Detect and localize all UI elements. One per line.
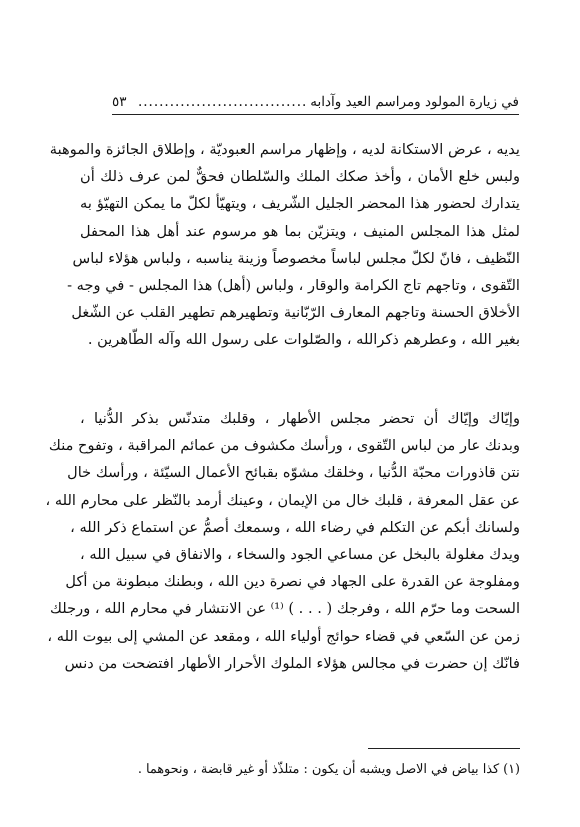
text-line: ولبس خلع الأمان ، وأخذ صكك الملك والسّلطان فحقٌّ لمن عرف ذلك أن bbox=[80, 168, 520, 186]
text-line: زمن عن السّعي في قضاء حوائج أولياء الله ، ومقعد عن المشي إلى بيوت الله ، bbox=[47, 627, 520, 645]
text-line: السحت وما حرّم الله ، وفرجك ( . . . ) ⁽¹⁾ عن الانتشار في محارم الله ، ورجلك bbox=[50, 600, 520, 618]
paragraph-1 bbox=[49, 136, 520, 354]
text-line: ويدك مغلولة بالبخل عن مساعي الجود والسخاء ، والانفاق في سبيل الله ، bbox=[80, 545, 520, 563]
text-line: النّظيف ، فانّ لكلّ مجلس لباساً مخصوصاً وزينة يناسبه ، ولباس هؤلاء لباس bbox=[72, 249, 520, 267]
text-line: فانّك إن حضرت في مجالس هؤلاء الملوك الأحرار الأطهار افتضحت من دنس bbox=[64, 654, 520, 672]
text-line: وإيّاك وإيّاك أن تحضر مجلس الأطهار ، وقلبك متدنّس بذكر الدُّنيا ، bbox=[80, 410, 520, 427]
text-line: يتدارك لحضور هذا المحضر الجليل الشّريف ، ويتهيّأ لكلّ ما يمكن التهيّؤ به bbox=[80, 195, 520, 213]
header-rule bbox=[112, 114, 519, 115]
header-leader-dots: ................................ bbox=[137, 94, 308, 110]
text-line: بغير الله ، وعطرهم ذكرالله ، والصّلوات على رسول الله وآله الطّاهرين . bbox=[87, 331, 520, 349]
text-line: التّقوى ، وتاجهم تاج الكرامة والوقار ، ولباس (أهل) هذا المجلس - في وجه - bbox=[67, 276, 520, 294]
text-line: عن عقل المعرفة ، قلبك خال من الإيمان ، وعينك أرمد بالنّظر على محارم الله ، bbox=[45, 491, 520, 509]
footnote-separator bbox=[368, 748, 520, 749]
paragraph-2 bbox=[45, 405, 520, 677]
footnote: (١) كذا بياض في الاصل ويشبه أن يكون : متلذّذ أو غير قابضة ، ونحوهما . bbox=[137, 762, 520, 777]
text-line: الأخلاق الحسنة وتاجهم المعارف الرّبّانية وتطهيرهم تطهير القلب عن الشّغل bbox=[71, 304, 520, 322]
text-line: ولسانك أبكم عن التكلم في رضاء الله ، وسمعك أصمُّ عن استماع ذكر الله ، bbox=[70, 518, 520, 536]
page-number: ٥٣ bbox=[112, 94, 127, 110]
header-title: في زيارة المولود ومراسم العيد وآدابه bbox=[310, 94, 519, 110]
text-line: نتن قاذورات محبّة الدُّنيا ، وخلقك مشوّه بقبائح الأعمال السيّئة ، ورأسك خال bbox=[67, 464, 520, 482]
text-line: يديه ، عرض الاستكانة لديه ، وإظهار مراسم العبوديّة ، وإطلاق الجائزة والموهبة bbox=[49, 141, 520, 158]
text-line: وبدنك عار من لباس التّقوى ، ورأسك مكشوف من عمائم المراقبة ، وتفوح منك bbox=[48, 437, 520, 455]
running-header bbox=[112, 88, 519, 110]
text-line: ومفلوجة عن القدرة على الجهاد في نصرة دين الله ، وبطنك مبطونة من أكل bbox=[65, 573, 520, 591]
text-line: لمثل هذا المجلس المنيف ، ويتزيّن بما هو مرسوم عند أهل هذا المحفل bbox=[80, 222, 520, 240]
